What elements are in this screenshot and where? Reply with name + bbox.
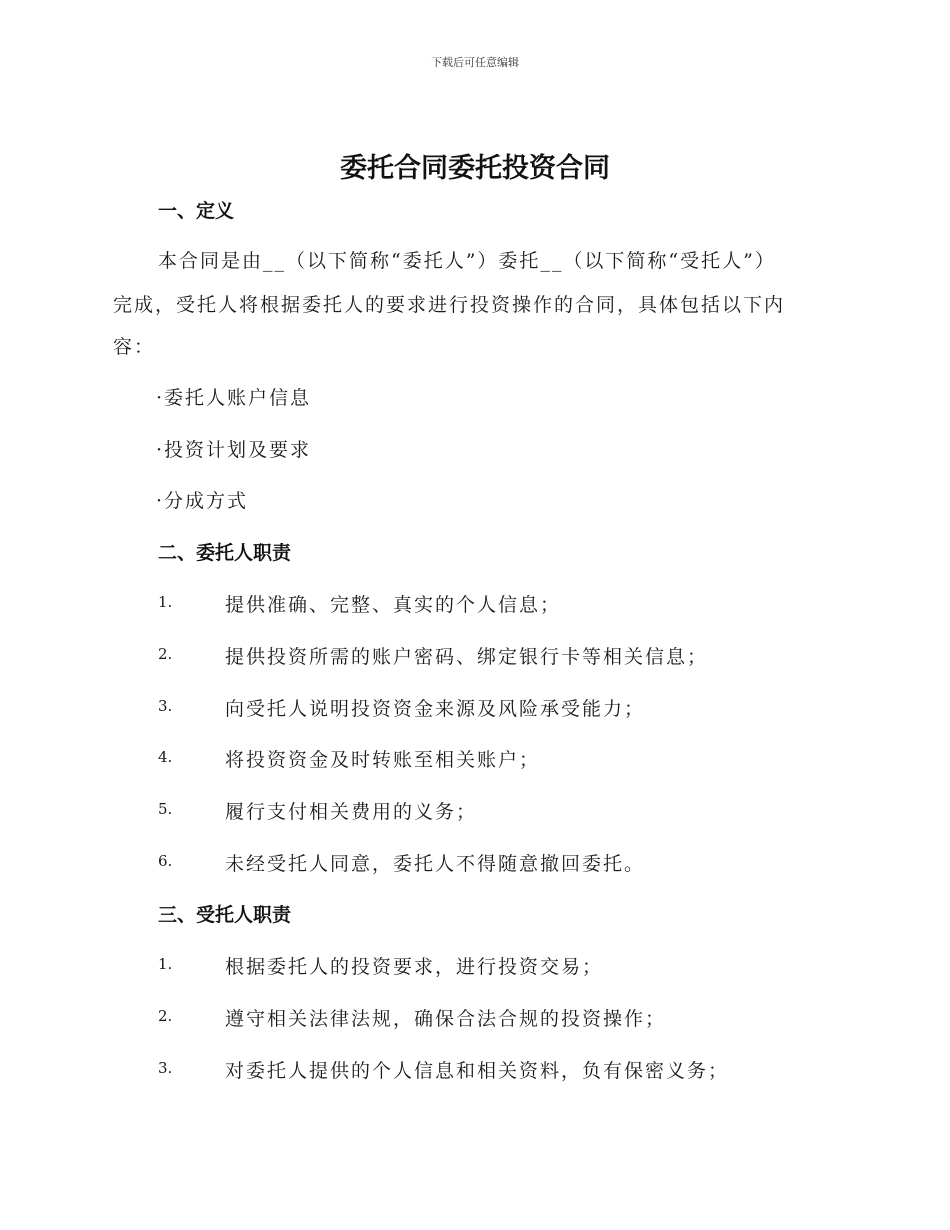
section-heading-definition: 一、定义: [158, 200, 235, 222]
list-item: 将投资资金及时转账至相关账户；: [225, 749, 541, 771]
list-number: 3.: [158, 1059, 173, 1077]
list-item: 对委托人提供的个人信息和相关资料，负有保密义务；: [225, 1060, 730, 1082]
list-item: 提供投资所需的账户密码、绑定银行卡等相关信息；: [225, 646, 709, 668]
list-number: 1.: [158, 593, 173, 611]
paragraph-line: 容：: [113, 336, 156, 358]
bullet-item: ·分成方式: [156, 490, 249, 512]
bullet-item: ·委托人账户信息: [156, 387, 312, 409]
list-item: 根据委托人的投资要求，进行投资交易；: [225, 956, 604, 978]
bullet-item: ·投资计划及要求: [156, 439, 312, 461]
section-heading-principal-duties: 二、委托人职责: [158, 542, 292, 564]
document-title: 委托合同委托投资合同: [340, 153, 610, 184]
list-item: 向受托人说明投资资金来源及风险承受能力；: [225, 698, 646, 720]
list-item: 未经受托人同意，委托人不得随意撤回委托。: [225, 853, 646, 875]
paragraph-line: 本合同是由__（以下简称“委托人”）委托__（以下简称“受托人”）: [158, 250, 776, 272]
list-number: 3.: [158, 697, 173, 715]
list-number: 2.: [158, 645, 173, 663]
list-number: 4.: [158, 748, 173, 766]
list-number: 1.: [158, 955, 173, 973]
list-item: 遵守相关法律法规，确保合法合规的投资操作；: [225, 1008, 667, 1030]
section-heading-trustee-duties: 三、受托人职责: [158, 904, 292, 926]
list-number: 6.: [158, 852, 173, 870]
list-item: 履行支付相关费用的义务；: [225, 801, 478, 823]
list-number: 2.: [158, 1007, 173, 1025]
page-header: 下载后可任意编辑: [431, 56, 519, 69]
list-item: 提供准确、完整、真实的个人信息；: [225, 594, 562, 616]
list-number: 5.: [158, 800, 173, 818]
paragraph-line: 完成，受托人将根据委托人的要求进行投资操作的合同，具体包括以下内: [113, 294, 786, 316]
